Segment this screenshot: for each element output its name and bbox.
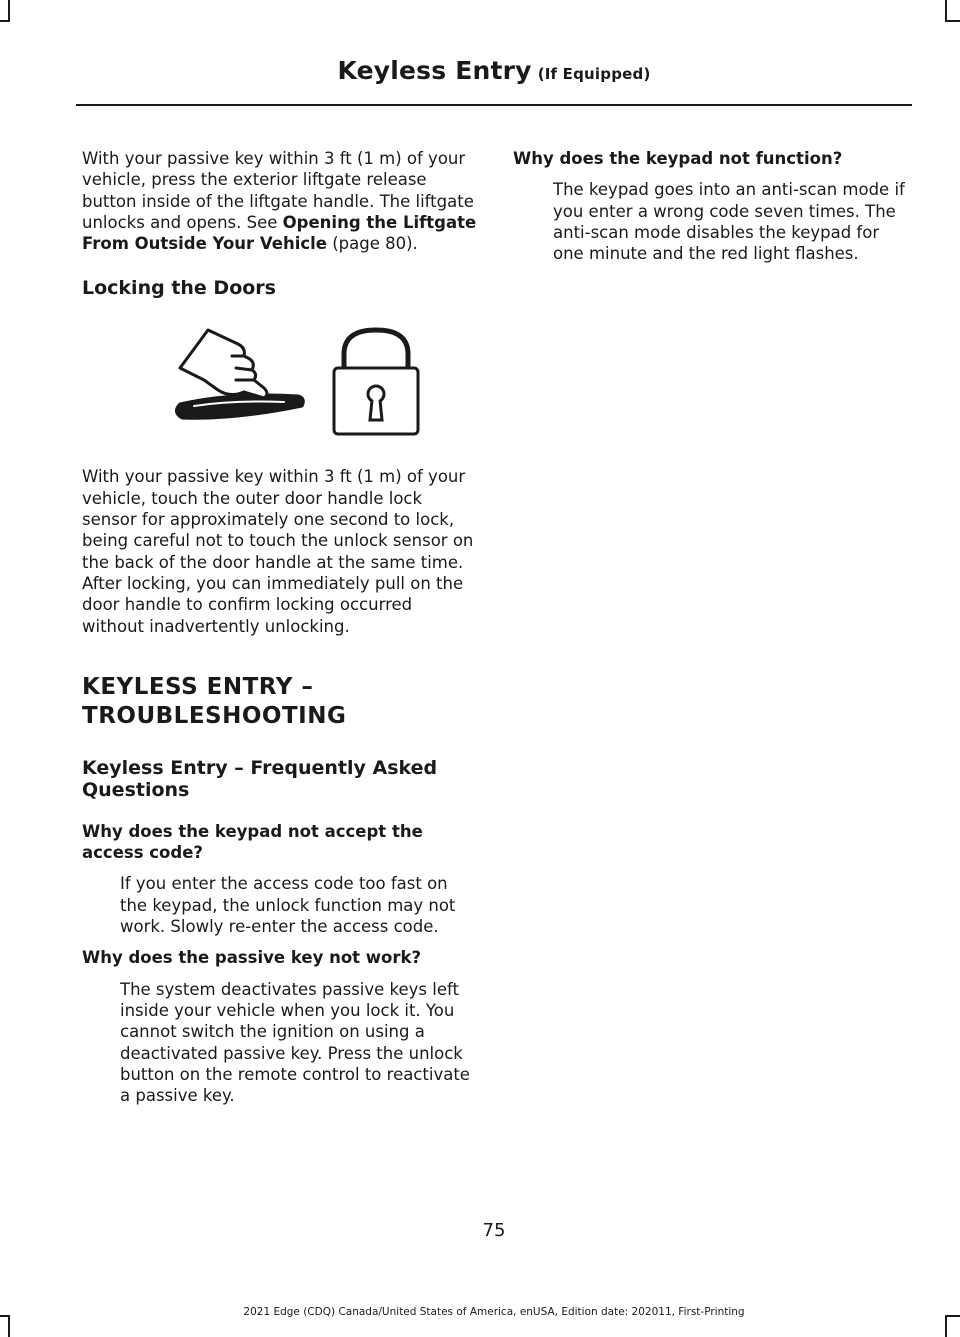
liftgate-cross-reference-link[interactable]: Opening the Liftgate From Outside Your Vehicle — [82, 212, 477, 254]
faq-question-keypad-code: Why does the keypad not accept the access code? — [82, 821, 423, 863]
locking-paragraph: With your passive key within 3 ft (1 m) of your vehicle, touch the outer door handle lock sensor for approximately one second to lock, being careful not to touch the unlock sensor on the back of the door handle at the same time. After locking, you can immediately pull on the door handle to confirm locking occurred without inadvertently unlocking. — [82, 467, 474, 636]
crop-mark — [0, 20, 10, 22]
crop-mark — [945, 1315, 947, 1337]
section-heading-line-1: KEYLESS ENTRY – — [82, 673, 314, 700]
faq-heading: Keyless Entry – Frequently Asked Questions — [82, 756, 438, 801]
faq-question-passive-key: Why does the passive key not work? — [82, 948, 422, 968]
hand-touch-handle-icon — [176, 330, 303, 418]
right-column — [513, 148, 913, 264]
header-title: Keyless Entry — [337, 56, 532, 85]
header-divider — [76, 104, 912, 106]
liftgate-paragraph — [82, 148, 478, 254]
locking-heading: Locking the Doors — [82, 277, 276, 300]
liftgate-text: With your passive key within 3 ft (1 m) of your vehicle, press the exterior liftgate release button inside of the liftgate handle. The liftgate unlocks and opens. See — [82, 149, 474, 232]
faq-answer-keypad-function: The keypad goes into an anti-scan mode if you enter a wrong code seven times. The anti-scan mode disables the keypad for one minute and the red light flashes. — [553, 180, 905, 264]
crop-mark — [8, 0, 10, 22]
faq-answer-passive-key: The system deactivates passive keys left inside your vehicle when you lock it. You cannot switch the ignition on using a deactivated passive key. Press the unlock button on the remote control to reactivate a passive key. — [120, 979, 470, 1106]
faq-question-keypad-function: Why does the keypad not function? — [513, 149, 843, 168]
crop-mark — [945, 0, 947, 22]
left-column — [82, 148, 478, 1106]
faq-answer-keypad-code: If you enter the access code too fast on the keypad, the unlock function may not work. Slowly re-enter the access code. — [120, 874, 456, 937]
locking-illustration — [174, 322, 474, 440]
crop-mark — [945, 20, 960, 22]
padlock-icon — [334, 330, 418, 434]
page-number: 75 — [482, 1220, 506, 1241]
page-header — [0, 56, 960, 85]
liftgate-page-reference: (page 80). — [327, 234, 418, 254]
section-heading-line-2: TROUBLESHOOTING — [82, 702, 347, 729]
crop-mark — [8, 1315, 10, 1337]
page-footer: 2021 Edge (CDQ) Canada/United States of America, enUSA, Edition date: 202011, First-Printing — [243, 1306, 745, 1318]
header-subtitle: (If Equipped) — [537, 65, 651, 83]
